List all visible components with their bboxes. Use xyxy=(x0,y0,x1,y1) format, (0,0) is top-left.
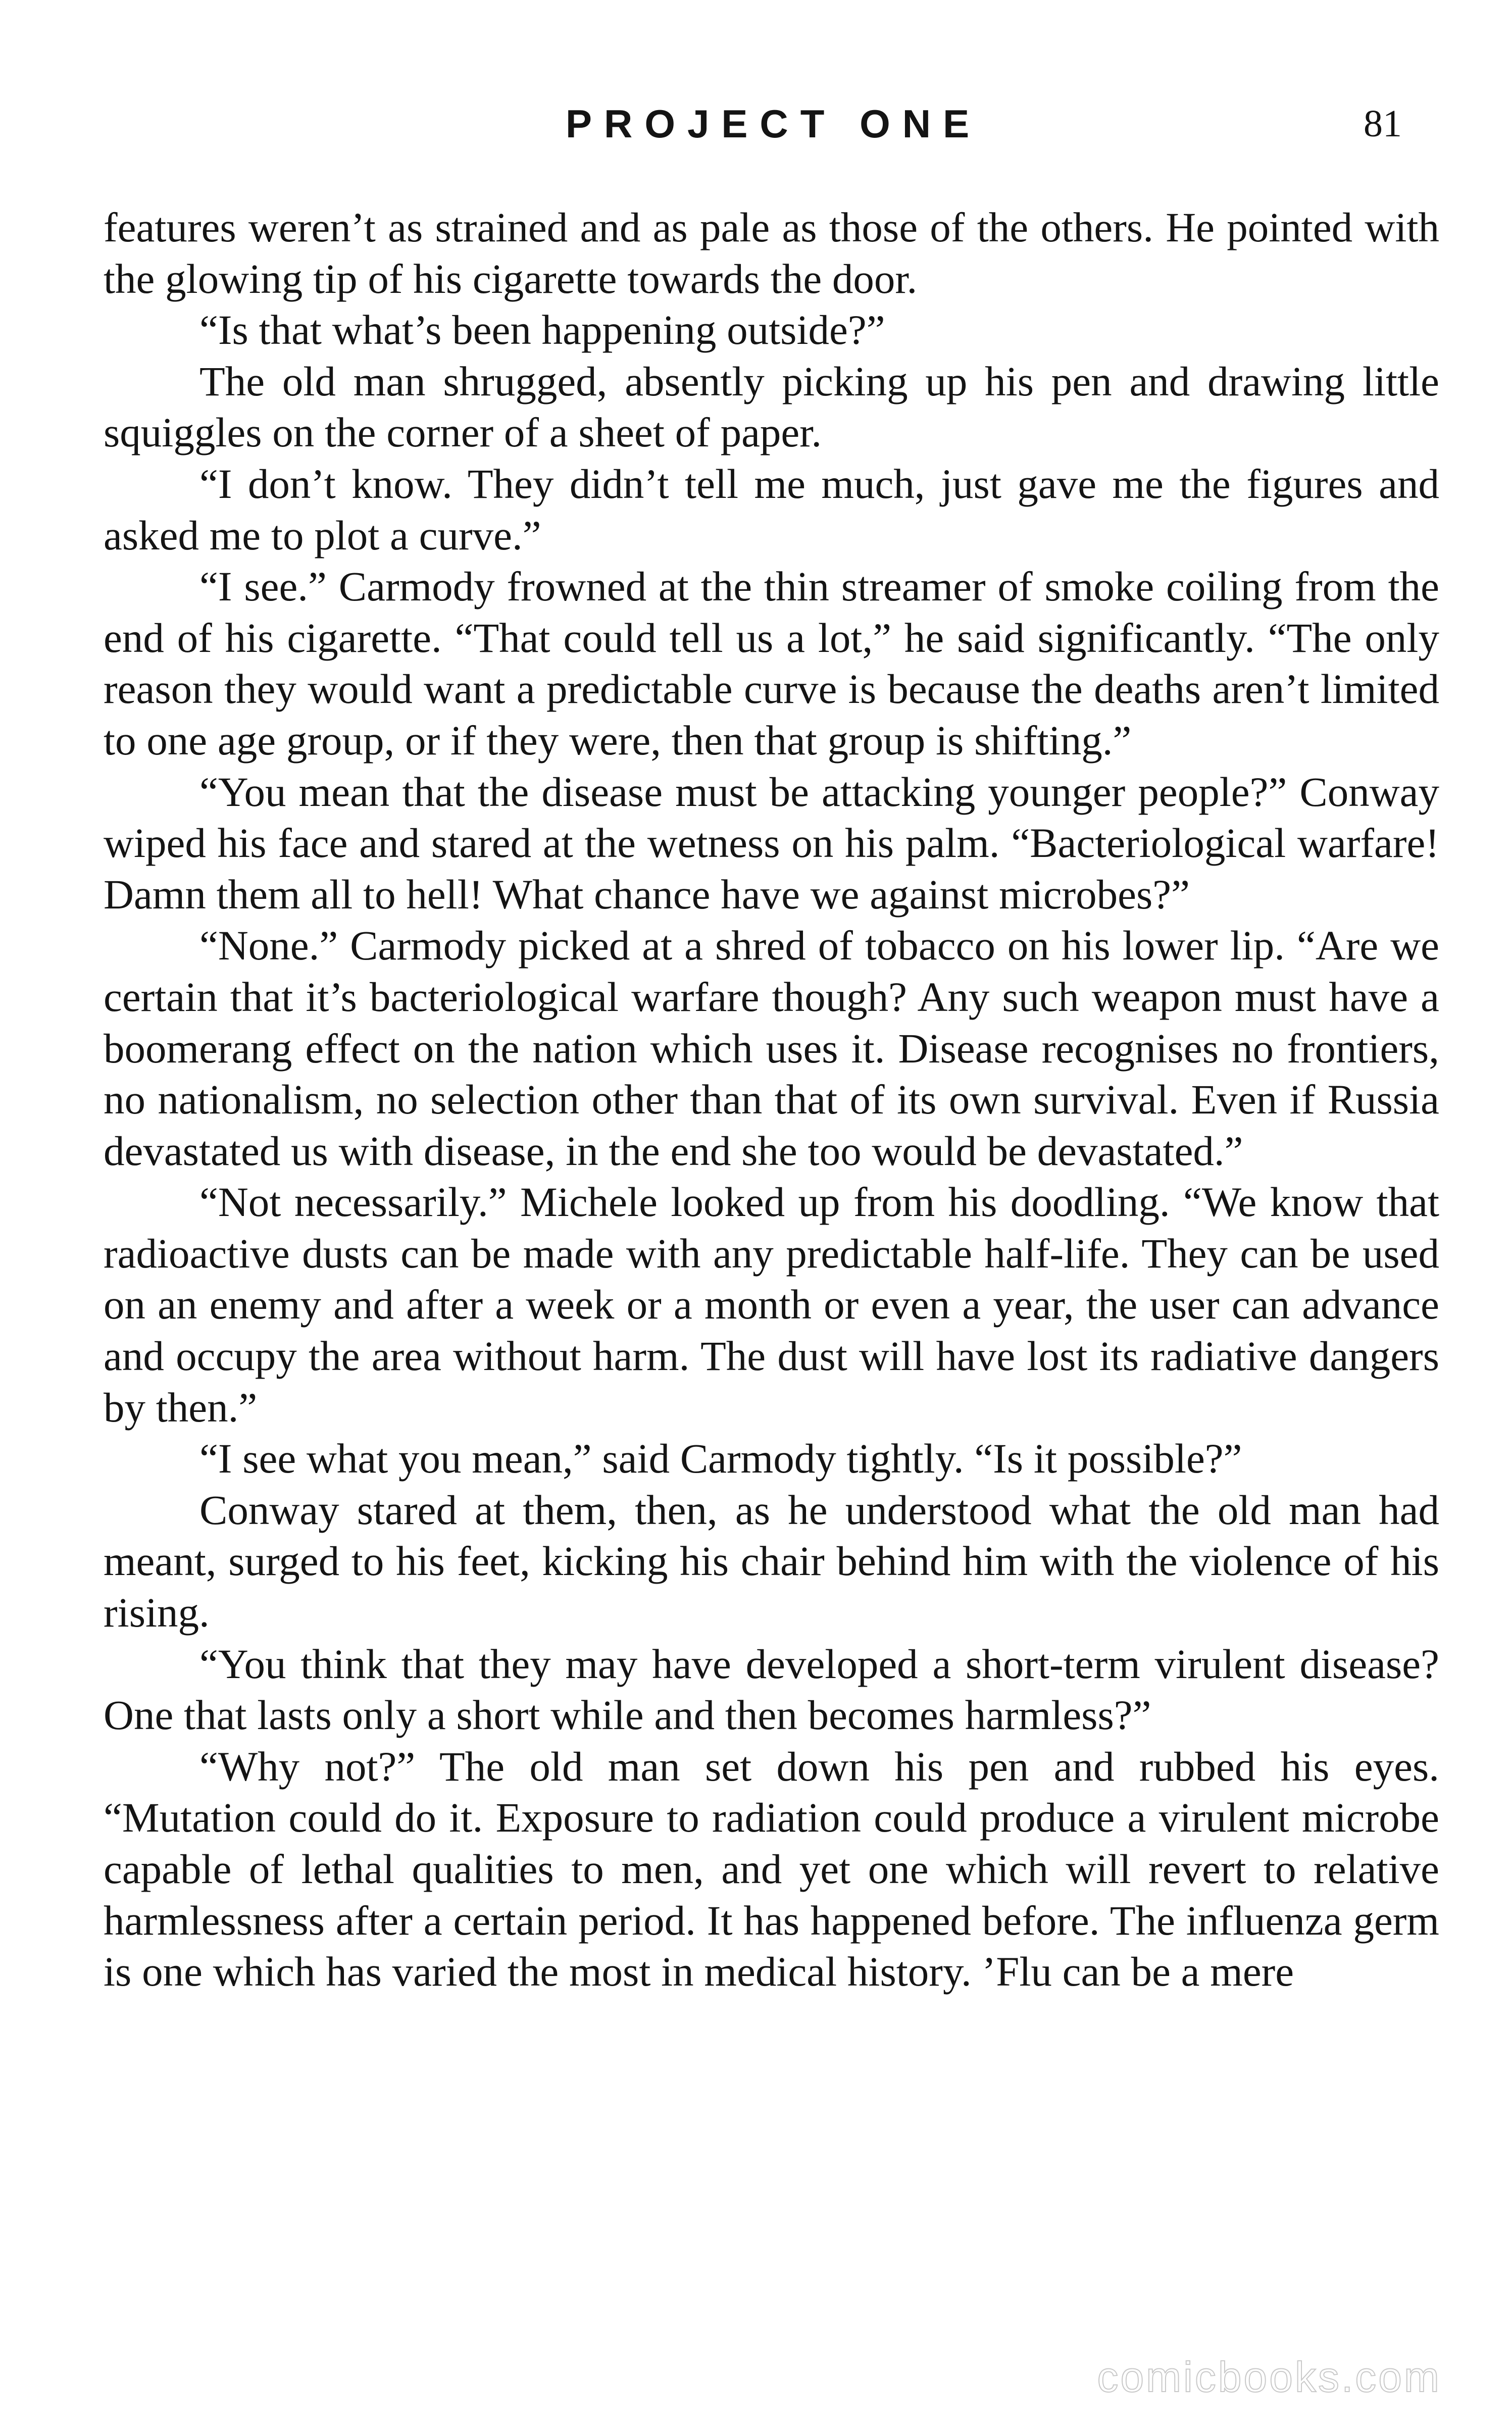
paragraph-7: “None.” Carmody picked at a shred of tobacco on his lower lip. “Are we certain that it’s bacteriological warfare though? Any such weapon must have a boomerang effect on the nation which uses it. Disease recognises no frontiers, no nationalism, no selection other than that of its own survival. Even if Russia devastated us with disease, in the end she too would be devastated.” xyxy=(104,922,1439,1174)
paragraph-10: Conway stared at them, then, as he understood what the old man had meant, surged to his feet, kicking his chair behind him with the violence of his rising. xyxy=(104,1486,1439,1636)
paragraph-6: “You mean that the disease must be attacking younger people?” Conway wiped his face and stared at the wetness on his palm. “Bacteriological warfare! Damn them all to hell! What chance have we against microbes?” xyxy=(104,768,1439,918)
watermark: comicbooks.com xyxy=(1097,2353,1441,2401)
paragraph-8: “Not necessarily.” Michele looked up from his doodling. “We know that radioactive dusts can be made with any predictable half-life. They can be used on an enemy and after a week or a month or even a year, the user can advance and occupy the area without harm. The dust will have lost its radiative dangers by then.” xyxy=(104,1179,1439,1431)
paragraph-3: The old man shrugged, absently picking up his pen and drawing little squiggles on the corner of a sheet of paper. xyxy=(104,358,1439,456)
paragraph-9: “I see what you mean,” said Carmody tightly. “Is it possible?” xyxy=(199,1435,1242,1482)
page-number: 81 xyxy=(1364,103,1402,145)
running-head xyxy=(0,96,1512,151)
paragraph-4: “I don’t know. They didn’t tell me much, just gave me the figures and asked me to plot a curve.” xyxy=(104,460,1439,559)
paragraph-12: “Why not?” The old man set down his pen and rubbed his eyes. “Mutation could do it. Exposure to radiation could produce a virulent microbe capable of lethal qualities to men, and yet one which will revert to relative harmlessness after a certain period. It has happened before. The influenza germ is one which has varied the most in medical history. ’Flu can be a mere xyxy=(104,1743,1439,1995)
running-title: PROJECT ONE xyxy=(566,102,982,146)
paragraph-2: “Is that what’s been happening outside?” xyxy=(199,307,885,353)
body-text xyxy=(104,202,1439,1998)
paragraph-1: features weren’t as strained and as pale as those of the others. He pointed with the glowing tip of his cigarette towards the door. xyxy=(104,204,1439,302)
paragraph-11: “You think that they may have developed a short-term virulent disease? One that lasts only a short while and then becomes harmless?” xyxy=(104,1640,1439,1739)
paragraph-5: “I see.” Carmody frowned at the thin streamer of smoke coiling from the end of his cigarette. “That could tell us a lot,” he said significantly. “The only reason they would want a predictable curve is because the deaths aren’t limited to one age group, or if they were, then that group is shifting.” xyxy=(104,563,1439,764)
